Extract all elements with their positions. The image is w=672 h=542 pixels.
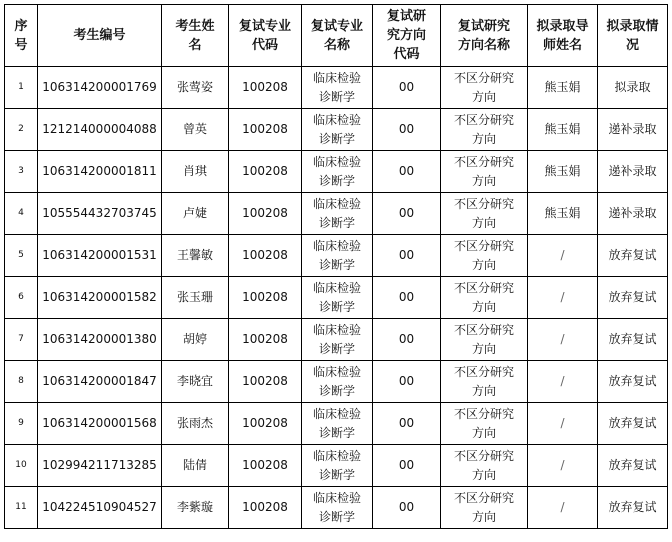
cell-exam-id: 106314200001811: [38, 151, 162, 193]
cell-exam-id: 106314200001769: [38, 67, 162, 109]
cell-exam-id: 106314200001847: [38, 361, 162, 403]
cell-exam-id: 106314200001582: [38, 277, 162, 319]
cell-status: 放弃复试: [598, 487, 668, 529]
cell-direction-code: 00: [373, 235, 441, 277]
cell-index: 9: [5, 403, 38, 445]
cell-exam-id: 102994211713285: [38, 445, 162, 487]
cell-exam-id: 106314200001531: [38, 235, 162, 277]
cell-major-name: 临床检验 诊断学: [302, 403, 373, 445]
cell-index: 10: [5, 445, 38, 487]
cell-name: 肖琪: [162, 151, 229, 193]
cell-status: 递补录取: [598, 193, 668, 235]
cell-status: 拟录取: [598, 67, 668, 109]
cell-name: 曾英: [162, 109, 229, 151]
cell-direction-code: 00: [373, 445, 441, 487]
table-row: [5, 109, 668, 151]
table-row: [5, 319, 668, 361]
cell-major-code: 100208: [229, 151, 302, 193]
cell-direction-name: 不区分研究 方向: [441, 67, 528, 109]
cell-advisor: 熊玉娟: [528, 109, 598, 151]
cell-direction-name: 不区分研究 方向: [441, 403, 528, 445]
admission-table-container: [4, 4, 668, 529]
cell-direction-code: 00: [373, 151, 441, 193]
cell-direction-name: 不区分研究 方向: [441, 109, 528, 151]
cell-direction-name: 不区分研究 方向: [441, 277, 528, 319]
cell-major-name: 临床检验 诊断学: [302, 235, 373, 277]
cell-advisor: /: [528, 487, 598, 529]
header-status: 拟录取情 况: [598, 5, 668, 67]
cell-direction-name: 不区分研究 方向: [441, 151, 528, 193]
cell-exam-id: 105554432703745: [38, 193, 162, 235]
cell-name: 张莺姿: [162, 67, 229, 109]
cell-direction-code: 00: [373, 319, 441, 361]
cell-status: 放弃复试: [598, 445, 668, 487]
cell-major-code: 100208: [229, 403, 302, 445]
cell-major-name: 临床检验 诊断学: [302, 67, 373, 109]
cell-index: 6: [5, 277, 38, 319]
cell-major-code: 100208: [229, 235, 302, 277]
cell-direction-code: 00: [373, 67, 441, 109]
table-header-row: [5, 5, 668, 67]
header-name: 考生姓 名: [162, 5, 229, 67]
cell-major-name: 临床检验 诊断学: [302, 193, 373, 235]
header-direction-name: 复试研究 方向名称: [441, 5, 528, 67]
cell-name: 陆倩: [162, 445, 229, 487]
table-row: [5, 445, 668, 487]
cell-direction-name: 不区分研究 方向: [441, 319, 528, 361]
cell-direction-code: 00: [373, 361, 441, 403]
cell-direction-name: 不区分研究 方向: [441, 235, 528, 277]
cell-exam-id: 104224510904527: [38, 487, 162, 529]
cell-index: 4: [5, 193, 38, 235]
cell-major-code: 100208: [229, 319, 302, 361]
header-advisor: 拟录取导 师姓名: [528, 5, 598, 67]
cell-name: 李紫璇: [162, 487, 229, 529]
cell-major-name: 临床检验 诊断学: [302, 319, 373, 361]
cell-direction-name: 不区分研究 方向: [441, 193, 528, 235]
cell-index: 3: [5, 151, 38, 193]
cell-index: 7: [5, 319, 38, 361]
cell-name: 张玉珊: [162, 277, 229, 319]
cell-advisor: /: [528, 403, 598, 445]
cell-direction-code: 00: [373, 277, 441, 319]
cell-status: 放弃复试: [598, 235, 668, 277]
cell-major-name: 临床检验 诊断学: [302, 361, 373, 403]
cell-major-name: 临床检验 诊断学: [302, 109, 373, 151]
cell-exam-id: 121214000004088: [38, 109, 162, 151]
cell-direction-code: 00: [373, 487, 441, 529]
cell-status: 递补录取: [598, 109, 668, 151]
header-major-name: 复试专业 名称: [302, 5, 373, 67]
cell-advisor: /: [528, 235, 598, 277]
cell-advisor: 熊玉娟: [528, 151, 598, 193]
cell-direction-code: 00: [373, 403, 441, 445]
cell-major-code: 100208: [229, 277, 302, 319]
cell-exam-id: 106314200001380: [38, 319, 162, 361]
cell-major-name: 临床检验 诊断学: [302, 487, 373, 529]
cell-major-code: 100208: [229, 361, 302, 403]
cell-index: 8: [5, 361, 38, 403]
cell-name: 王馨敏: [162, 235, 229, 277]
cell-index: 11: [5, 487, 38, 529]
cell-name: 张雨杰: [162, 403, 229, 445]
table-row: [5, 67, 668, 109]
header-major-code: 复试专业 代码: [229, 5, 302, 67]
table-row: [5, 361, 668, 403]
cell-index: 5: [5, 235, 38, 277]
table-row: [5, 277, 668, 319]
cell-name: 李晓宜: [162, 361, 229, 403]
cell-name: 卢婕: [162, 193, 229, 235]
cell-direction-code: 00: [373, 109, 441, 151]
table-row: [5, 151, 668, 193]
table-row: [5, 403, 668, 445]
cell-direction-name: 不区分研究 方向: [441, 445, 528, 487]
cell-status: 递补录取: [598, 151, 668, 193]
cell-advisor: /: [528, 319, 598, 361]
cell-index: 1: [5, 67, 38, 109]
cell-exam-id: 106314200001568: [38, 403, 162, 445]
cell-status: 放弃复试: [598, 361, 668, 403]
cell-major-code: 100208: [229, 109, 302, 151]
cell-major-code: 100208: [229, 445, 302, 487]
cell-major-code: 100208: [229, 487, 302, 529]
cell-direction-name: 不区分研究 方向: [441, 361, 528, 403]
header-exam-id: 考生编号: [38, 5, 162, 67]
cell-advisor: /: [528, 445, 598, 487]
cell-direction-code: 00: [373, 193, 441, 235]
cell-status: 放弃复试: [598, 277, 668, 319]
table-row: [5, 235, 668, 277]
cell-major-name: 临床检验 诊断学: [302, 277, 373, 319]
table-row: [5, 193, 668, 235]
cell-direction-name: 不区分研究 方向: [441, 487, 528, 529]
cell-advisor: /: [528, 277, 598, 319]
cell-status: 放弃复试: [598, 403, 668, 445]
cell-major-name: 临床检验 诊断学: [302, 445, 373, 487]
cell-advisor: 熊玉娟: [528, 67, 598, 109]
cell-status: 放弃复试: [598, 319, 668, 361]
cell-major-name: 临床检验 诊断学: [302, 151, 373, 193]
cell-name: 胡婷: [162, 319, 229, 361]
table-row: [5, 487, 668, 529]
table-body: [5, 67, 668, 529]
cell-major-code: 100208: [229, 193, 302, 235]
header-direction-code: 复试研 究方向 代码: [373, 5, 441, 67]
admission-table: [4, 4, 668, 529]
cell-advisor: 熊玉娟: [528, 193, 598, 235]
header-index: 序 号: [5, 5, 38, 67]
cell-index: 2: [5, 109, 38, 151]
cell-major-code: 100208: [229, 67, 302, 109]
cell-advisor: /: [528, 361, 598, 403]
